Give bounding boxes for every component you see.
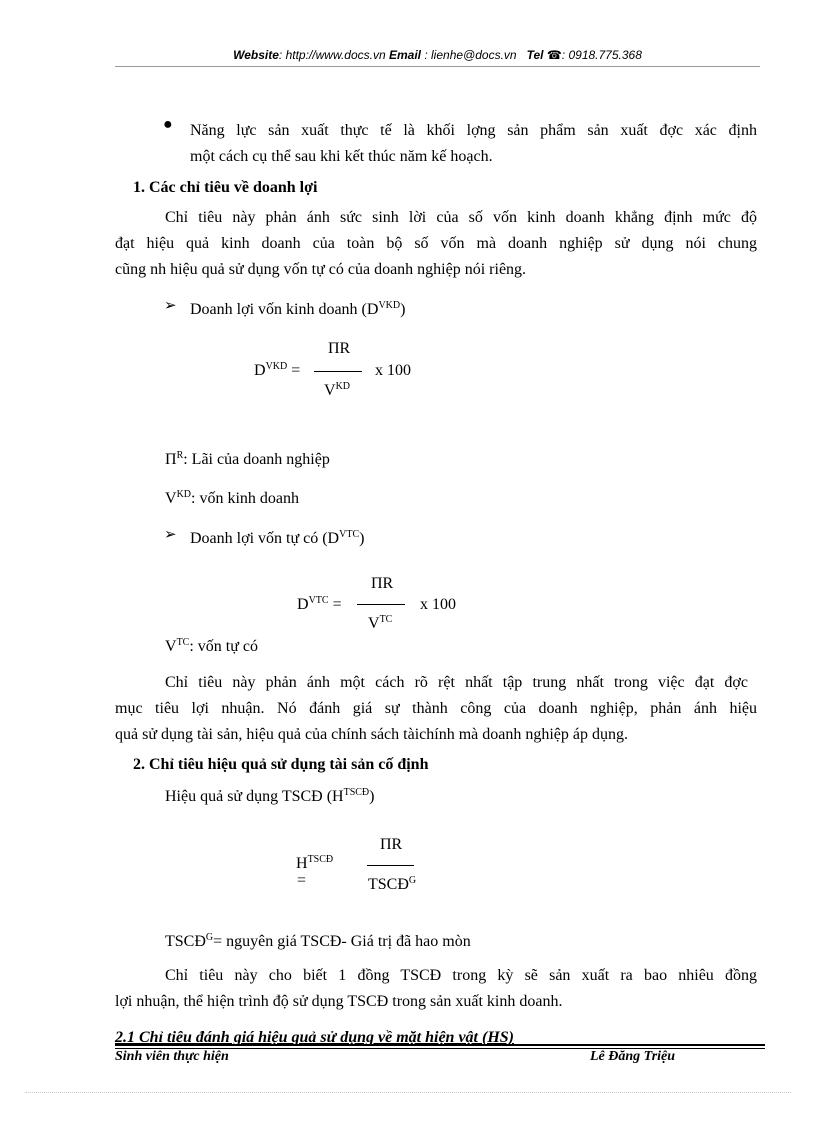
arrow-bullet-icon: ➢ [164,298,177,314]
formula-vkd-lhs [254,358,300,384]
def-tscd [165,929,471,955]
formula-vkd-lhs-sup: VKD [265,361,288,372]
telephone-icon: ☎ [546,48,562,62]
def-tscd-sup: G [205,932,214,943]
footer-left: Sinh viên thực hiện [115,1049,229,1064]
bullet-line-2: một cách cụ thể sau khi kết thúc năm kế hoạch. [190,148,493,165]
item-vkd-text: Doanh lợi vốn kinh doanh (D [190,301,379,318]
formula-vkd-denominator [324,378,350,404]
formula-vtc-times: x 100 [420,596,456,613]
def-pi-sub: R [176,450,184,461]
def-vkd [165,486,299,512]
footer-right: Lê Đăng Triệu [590,1049,676,1064]
section-2-heading: 2. Chỉ tiêu hiệu quả sử dụng tài sản cố định [133,756,429,773]
formula-vtc-den-sup: TC [379,614,393,625]
formula-vtc-d: D [297,596,309,613]
page-header [115,48,760,62]
def-vkd-sup: KD [176,489,192,500]
def-pi-sym: Π [165,451,177,468]
formula-tscd-fraction-bar [367,865,414,866]
formula-vtc-eq: = [328,596,342,613]
para-2-line-1: Chỉ tiêu này phản ánh một cách rõ rệt nhất tập trung nhất trong việc đạt đợc [165,674,748,691]
para-2-line-2: mục tiêu lợi nhuận. Nó đánh giá sự thành công của doanh nghiệp, phản ánh hiệu [115,700,757,717]
formula-tscd-h: H [296,855,308,872]
def-pi [165,447,330,475]
item-vkd-close: ) [400,301,406,318]
formula-vkd-eq: = [287,362,301,379]
header-tel-value: : 0918.775.368 [561,48,642,62]
header-website-label: Website [233,48,279,62]
arrow-bullet-icon: ➢ [164,527,177,543]
section-2-intro-sup: TSCĐ [343,787,370,798]
formula-vtc-fraction-bar [357,604,405,605]
formula-vtc-den-v: V [368,615,380,632]
header-website-value: : http://www.docs.vn [278,48,386,62]
header-email-value: : lienhe@docs.vn [424,48,517,62]
subsection-heading: 2.1 Chỉ tiêu đánh giá hiệu quả sử dụng về mặt hiện vật (HS) [115,1029,514,1046]
formula-vkd-den-sup: KD [335,381,351,392]
formula-vkd-numerator: ΠR [328,340,351,357]
item-vtc-label [190,526,364,552]
formula-vkd-d: D [254,362,266,379]
para-3-line-1: Chỉ tiêu này cho biết 1 đồng TSCĐ trong kỳ sẽ sản xuất ra bao nhiêu đồng [165,967,757,984]
formula-vkd-times: x 100 [375,362,411,379]
item-vkd-sup: VKD [378,300,401,311]
item-vtc-close: ) [359,530,365,547]
section-1-heading: 1. Các chỉ tiêu về doanh lợi [133,179,318,196]
header-email-label: Email [388,48,421,62]
header-tel-label: Tel [526,48,544,62]
def-vtc [165,634,258,660]
bullet-dot-icon: ● [163,116,173,133]
section-1-para-line-2: đạt hiệu quả kinh doanh của toàn bộ số vốn mà doanh nghiệp sử dụng nói chung [115,235,757,252]
def-vkd-text: : vốn kinh doanh [191,490,300,507]
def-vkd-sym: V [165,490,177,507]
formula-vtc-lhs [297,592,342,618]
section-1-para-line-3: cũng nh hiệu quả sử dụng vốn tự có của doanh nghiệp nói riêng. [115,261,527,278]
formula-vkd-den-v: V [324,382,336,399]
formula-tscd-eq: = [297,872,307,889]
para-2-line-3: quả sử dụng tài sản, hiệu quả của chính sách tàichính mà doanh nghiệp áp dụng. [115,726,628,743]
formula-vtc-lhs-sup: VTC [308,595,329,606]
formula-vkd-fraction-bar [314,371,362,372]
item-vtc-text: Doanh lợi vốn tự có (D [190,530,340,547]
formula-tscd-den: TSCĐ [368,876,409,893]
section-1-para-line-1: Chỉ tiêu này phản ánh sức sinh lời của số vốn kinh doanh khẳng định mức độ [165,209,757,226]
formula-tscd-numerator: ΠR [380,836,403,853]
section-2-intro-text: Hiệu quả sử dụng TSCĐ (H [165,788,344,805]
item-vtc-sup: VTC [339,529,360,540]
section-2-intro-close: ) [369,788,375,805]
formula-tscd-denominator [368,872,416,898]
def-vtc-sym: V [165,638,177,655]
section-2-intro [165,784,374,810]
def-vtc-sup: TC [176,637,190,648]
formula-tscd-lhs-sup: TSCĐ [307,854,334,865]
def-vtc-text: : vốn tự có [189,638,259,655]
item-vkd-label [190,297,405,323]
formula-tscd-den-sup: G [408,875,417,886]
header-rule [115,66,760,67]
footer-rule-thick [115,1044,765,1046]
def-tscd-text: = nguyên giá TSCĐ- Giá trị đã hao mòn [213,933,471,950]
formula-vtc-denominator [368,611,392,637]
def-tscd-sym: TSCĐ [165,933,206,950]
def-pi-text: : Lãi của doanh nghiệp [183,451,330,468]
bullet-line-1: Năng lực sản xuất thực tế là khối lợng sản phẩm sản xuất đợc xác định [190,122,757,139]
formula-vtc-numerator: ΠR [371,575,394,592]
page-bottom-divider [25,1092,791,1093]
para-3-line-2: lợi nhuận, thể hiện trình độ sử dụng TSCĐ trong sản xuất kinh doanh. [115,993,563,1010]
